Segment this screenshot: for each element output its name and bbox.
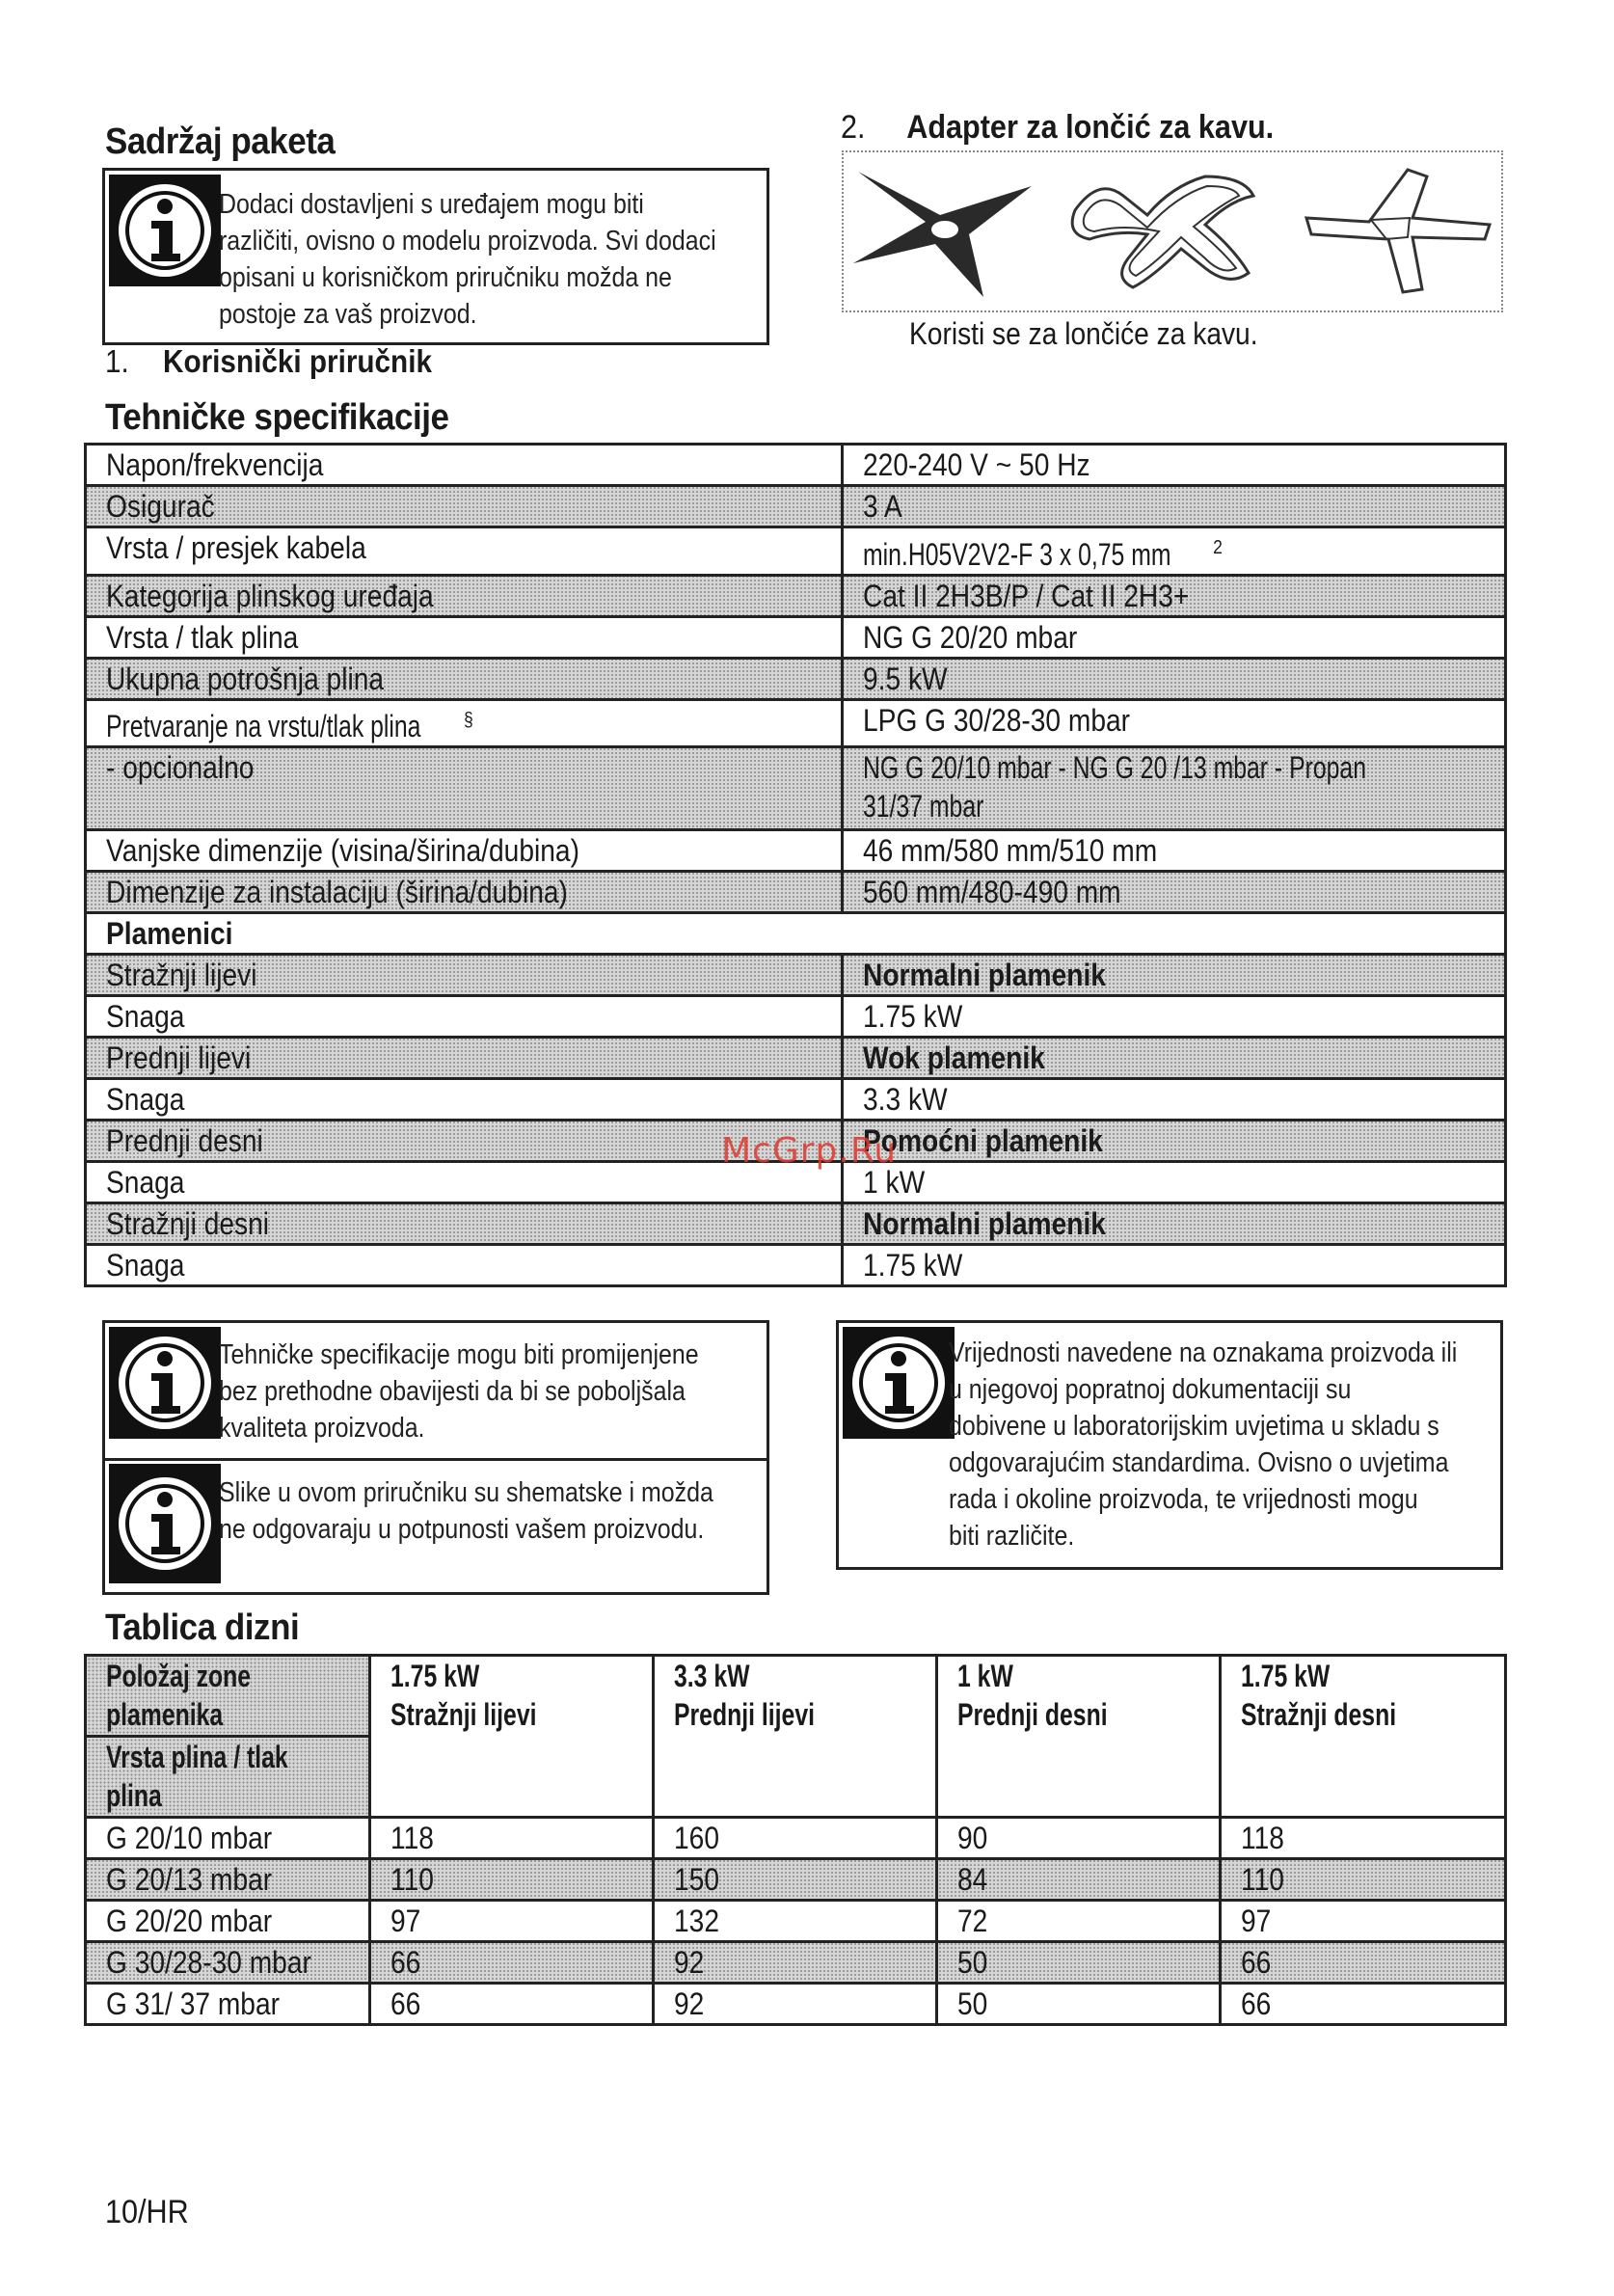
spec-note-1-text: Tehničke specifikacije mogu biti promijenjene bez prethodne obavijesti da bi se poboljšala kvaliteta proizvoda. — [219, 1339, 699, 1444]
table-row: Stražnji desni Normalni plamenik — [86, 1203, 1506, 1245]
table-row: Plamenici — [86, 913, 1506, 955]
table-row: Vanjske dimenzije (visina/širina/dubina) 46 mm/580 mm/510 mm — [86, 830, 1506, 872]
table-row: Vrsta plina / tlak plina — [86, 1737, 1506, 1818]
spec-heading: Tehničke specifikacije — [105, 397, 449, 438]
table-row: Dimenzije za instalaciju (širina/dubina) 560 mm/480-490 mm — [86, 872, 1506, 913]
table-row: G 31/ 37 mbar 66 92 50 66 — [86, 1984, 1506, 2025]
spec-notes-left — [102, 1320, 769, 1595]
table-row: Vrsta / tlak plina NG G 20/20 mbar — [86, 616, 1506, 658]
nozzle-heading: Tablica dizni — [105, 1607, 300, 1648]
table-row: Osigurač 3 A — [86, 486, 1506, 527]
spec-note-right — [836, 1320, 1503, 1570]
info-icon — [113, 178, 217, 283]
table-row: G 20/13 mbar 110 150 84 110 — [86, 1859, 1506, 1901]
coffee-adapter-illustration — [844, 152, 1501, 311]
wire-adapter-shape — [1072, 176, 1253, 287]
coffee-adapter-caption: Koristi se za lončiće za kavu. — [909, 316, 1258, 351]
table-row: G 20/20 mbar 97 132 72 97 — [86, 1901, 1506, 1942]
package-note — [102, 168, 769, 345]
spec-note-2-text: Slike u ovom priručniku su shematske i možda ne odgovaraju u potpunosti vašem proizvodu. — [219, 1477, 713, 1545]
table-row: Snaga 1 kW — [86, 1162, 1506, 1203]
coffee-adapter-image — [842, 150, 1503, 312]
info-icon — [113, 1331, 217, 1435]
table-row: Ukupna potrošnja plina 9.5 kW — [86, 658, 1506, 699]
table-row: Položaj zone plamenika 1.75 kW Stražnji lijevi 3.3 kW Prednji lijevi 1 kW Prednji desni 1.75 kW Stražnji desni — [86, 1656, 1506, 1737]
spec-note-right-text: Vrijednosti navedene na oznakama proizvoda ili u njegovoj popratnoj dokumentaciji su dobivene u laboratorijskim uvjetima u skladu s odgovarajućim standardima. Ovisno o uvjetima rada i okoline proizvoda, te vrijednosti mogu biti različite. — [949, 1337, 1458, 1552]
table-row: Napon/frekvencija 220-240 V ~ 50 Hz — [86, 445, 1506, 486]
info-icon-box — [109, 1464, 221, 1583]
info-icon-box — [109, 175, 221, 286]
table-row: Prednji lijevi Wok plamenik — [86, 1038, 1506, 1079]
table-row: Snaga 1.75 kW — [86, 1245, 1506, 1286]
watermark: McGrp.Ru — [721, 1131, 898, 1171]
table-row: Pretvaranje na vrstu/tlak plina § LPG G 30/28-30 mbar — [86, 699, 1506, 747]
info-icon — [113, 1472, 217, 1576]
table-row: G 30/28-30 mbar 66 92 50 66 — [86, 1942, 1506, 1984]
info-icon-box — [843, 1327, 955, 1439]
info-icon-box — [109, 1327, 221, 1439]
package-note-text: Dodaci dostavljeni s uređajem mogu biti različiti, ovisno o modelu proizvoda. Svi dodaci opisani u korisničkom priručniku možda ne postoje za vaš proizvod. — [219, 189, 716, 330]
page-number: 10/HR — [105, 2194, 189, 2230]
table-row: Vrsta / presjek kabela min.H05V2V2-F 3 x 0,75 mm $^2$ — [86, 527, 1506, 576]
table-row: G 20/10 mbar 118 160 90 118 — [86, 1818, 1506, 1859]
cross-adapter-shape — [1306, 170, 1490, 292]
package-item-1: 1. Korisnički priručnik — [105, 343, 432, 379]
table-row: Snaga 3.3 kW — [86, 1079, 1506, 1121]
package-item-2: 2. Adapter za lončić za kavu. — [841, 109, 1275, 146]
table-row: Snaga 1.75 kW — [86, 996, 1506, 1038]
nozzle-table — [84, 1654, 1507, 2026]
table-row: Kategorija plinskog uređaja Cat II 2H3B/P / Cat II 2H3+ — [86, 575, 1506, 616]
table-row: Prednji desni Pomoćni plamenik — [86, 1121, 1506, 1162]
package-heading: Sadržaj paketa — [105, 122, 336, 162]
table-row: - opcionalno NG G 20/10 mbar - NG G 20 /13 mbar - Propan 31/37 mbar — [86, 747, 1506, 830]
table-row: Stražnji lijevi Normalni plamenik — [86, 955, 1506, 996]
solid-adapter-shape — [853, 172, 1032, 297]
divider — [105, 1458, 767, 1461]
info-icon — [847, 1331, 951, 1435]
